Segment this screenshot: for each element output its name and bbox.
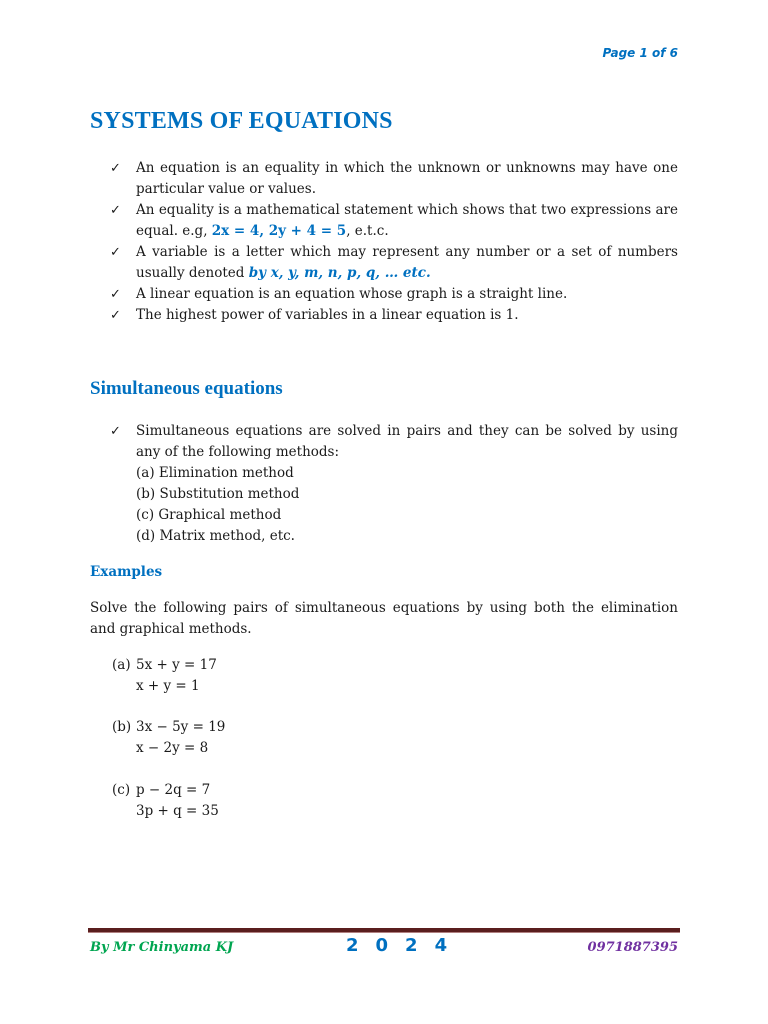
list-item — [90, 421, 678, 547]
example-label: (c) — [112, 782, 131, 798]
example-c — [112, 780, 219, 822]
definition-text: An equation is an equality in which the unknown or unknowns may have one particular value or values. — [136, 160, 678, 197]
examples-heading: Examples — [90, 564, 163, 580]
example-equation: 2y + 4 = 5 — [268, 223, 347, 239]
method-item: (c) Graphical method — [136, 507, 282, 523]
example-label: (b) — [112, 719, 132, 735]
example-equation: 2x = 4 — [211, 223, 260, 239]
check-mark-icon: ✓ — [110, 203, 121, 218]
definition-text: A linear equation is an equation whose graph is a straight line. — [136, 286, 568, 302]
example-a — [112, 655, 217, 697]
equation-1: 5x + y = 17 — [136, 657, 217, 673]
check-mark-icon: ✓ — [110, 161, 121, 176]
methods-intro: Simultaneous equations are solved in pairs and they can be solved by using any of the following methods: — [136, 423, 678, 460]
check-mark-icon: ✓ — [110, 287, 121, 302]
definition-text: A variable is a letter which may represent any number or a set of numbers usually denoted — [136, 244, 678, 281]
equation-2: x + y = 1 — [136, 678, 200, 694]
check-mark-icon: ✓ — [110, 245, 121, 260]
page-title: SYSTEMS OF EQUATIONS — [90, 108, 393, 134]
definition-text: The highest power of variables in a linear equation is 1. — [136, 307, 519, 323]
methods-list — [90, 421, 678, 547]
method-item: (d) Matrix method, etc. — [136, 528, 295, 544]
footer-author: By Mr Chinyama KJ — [90, 940, 234, 955]
section-heading: Simultaneous equations — [90, 378, 283, 399]
equation-1: p − 2q = 7 — [136, 782, 211, 798]
footer-divider — [88, 928, 680, 933]
list-item — [90, 158, 678, 200]
methods-section — [90, 421, 678, 547]
examples-instruction: Solve the following pairs of simultaneous equations by using both the elimination and graphical methods. — [90, 600, 678, 637]
list-item — [90, 305, 678, 326]
equation-2: x − 2y = 8 — [136, 740, 209, 756]
list-item — [90, 242, 678, 284]
example-b — [112, 717, 225, 759]
check-mark-icon: ✓ — [110, 424, 121, 439]
definition-suffix: , e.t.c. — [346, 223, 389, 239]
method-item: (a) Elimination method — [136, 465, 294, 481]
definitions-list — [90, 158, 678, 326]
example-label: (a) — [112, 657, 131, 673]
definitions-section — [90, 158, 678, 326]
equation-1: 3x − 5y = 19 — [136, 719, 226, 735]
variable-examples: by x, y, m, n, p, q, … etc. — [248, 265, 431, 281]
check-mark-icon: ✓ — [110, 308, 121, 323]
list-item — [90, 284, 678, 305]
equation-2: 3p + q = 35 — [136, 803, 219, 819]
footer-year: 2024 — [346, 935, 465, 956]
list-item — [90, 200, 678, 242]
definition-text: An equality is a mathematical statement which shows that two expressions are equal. e.g, — [136, 202, 678, 239]
method-item: (b) Substitution method — [136, 486, 300, 502]
equation-separator: , — [259, 223, 269, 239]
page-number: Page 1 of 6 — [602, 46, 678, 60]
footer-phone: 0971887395 — [587, 940, 678, 955]
